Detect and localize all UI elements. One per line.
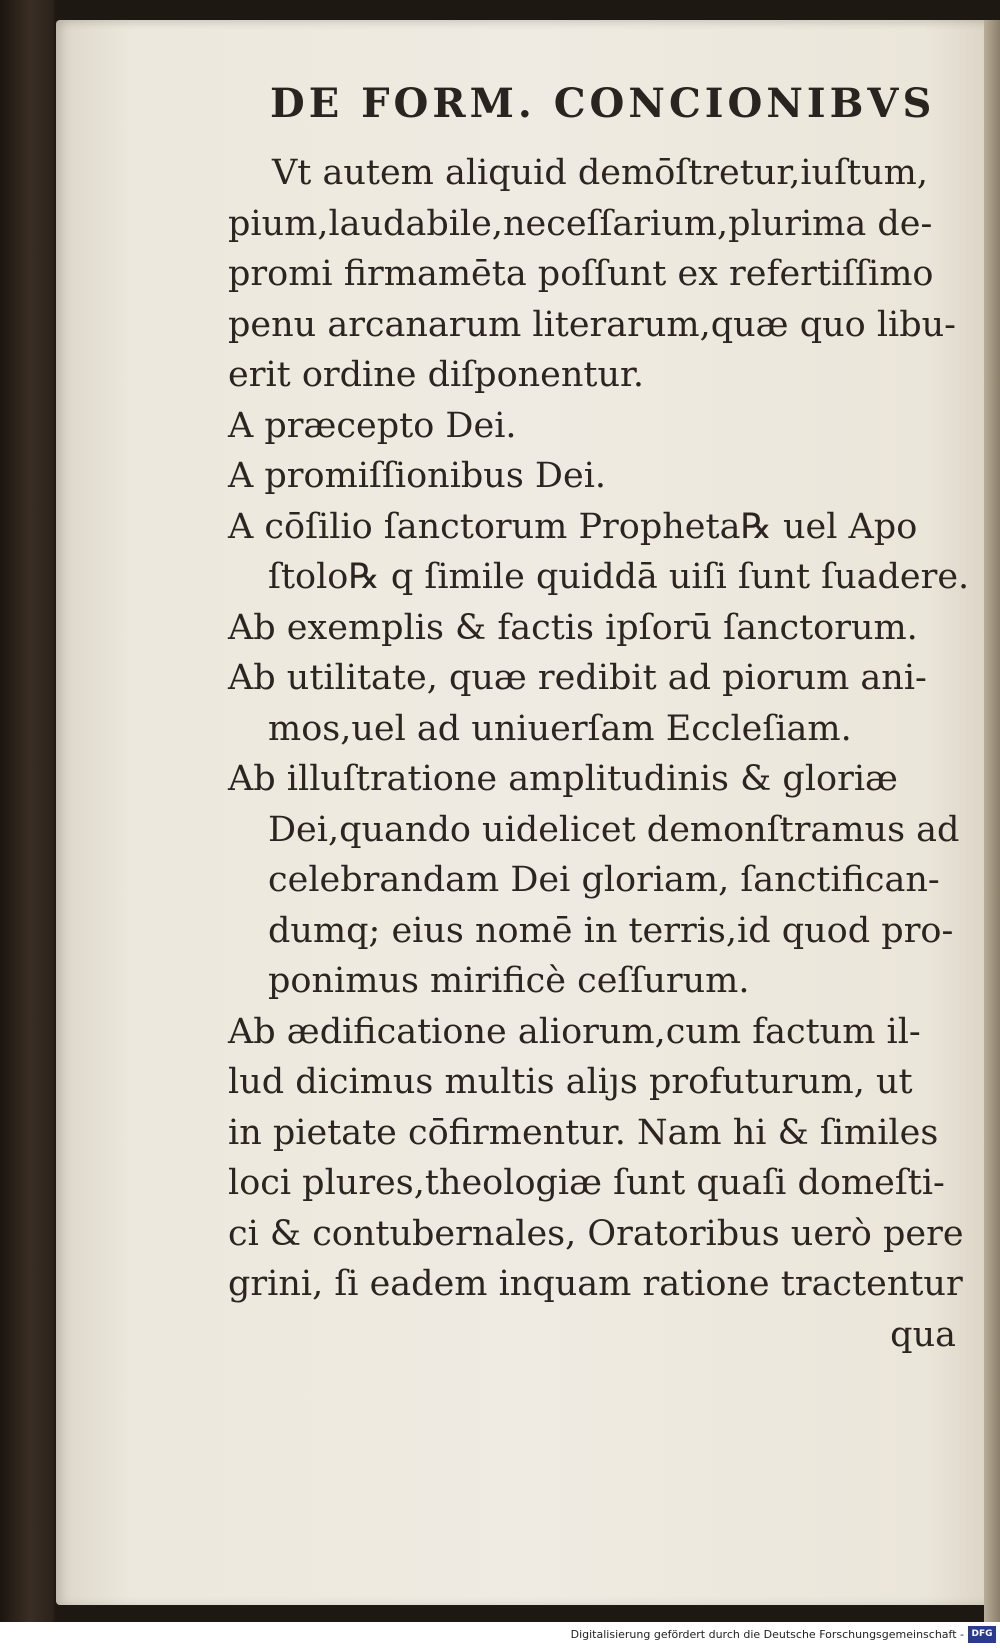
text-line: Dei,quando uidelicet demonſtramus ad <box>268 809 960 850</box>
text-line: Ab ædificatione aliorum,cum factum il- <box>228 1011 921 1052</box>
text-line: Vt autem aliquid demōſtretur,iuſtum, <box>272 153 928 193</box>
text-line: A promiſſionibus Dei. <box>228 456 607 496</box>
text-line: in pietate cōfirmentur. Nam hi & ſimiles <box>228 1112 939 1153</box>
text-line: penu arcanarum literarum,quæ quo libu- <box>228 304 957 345</box>
running-head: DE FORM. CONCIONIBVS <box>270 80 936 127</box>
dfg-logo: DFG <box>968 1626 996 1643</box>
text-line: loci plures,theologiæ ſunt quaſi domeſti- <box>228 1163 945 1203</box>
text-line: Ab utilitate, quæ redibit ad piorum ani- <box>228 658 927 698</box>
text-line: promi firmamēta poſſunt ex refertiſſimo <box>228 254 934 294</box>
text-line: mos,uel ad uniuerſam Eccleſiam. <box>268 708 852 749</box>
text-line: pium,laudabile,neceſſarium,plurima de- <box>228 203 933 244</box>
text-line: Ab illuſtratione amplitudinis & gloriæ <box>228 759 898 799</box>
text-line: A præcepto Dei. <box>228 405 517 446</box>
text-line: ponimus mirificè ceſſurum. <box>268 961 750 1001</box>
page-edge <box>984 20 1000 1640</box>
text-line: Ab exemplis & factis ipſorū ſanctorum. <box>228 607 918 648</box>
text-line: erit ordine diſponentur. <box>228 355 645 395</box>
catchword: qua <box>890 1314 956 1355</box>
text-line: celebrandam Dei gloriam, ſanctifican- <box>268 860 940 900</box>
text-line: A cōſilio ſanctorum Propheta℞ uel Apo <box>228 506 918 547</box>
text-line: lud dicimus multis aliȷs profuturum, ut <box>228 1062 913 1102</box>
body-text <box>228 148 970 1360</box>
text-line: ci & contubernales, Oratoribus uerò pere <box>228 1213 964 1254</box>
text-line: dumq; eius nomē in terris,id quod pro- <box>268 910 954 951</box>
text-line: grini, ſi eadem inquam ratione tractentur <box>228 1264 963 1304</box>
text-line: ſtolo℞ q ſimile quiddā uiſi ſunt ſuadere. <box>268 557 970 597</box>
funding-credit: Digitalisierung gefördert durch die Deutsche Forschungsgemeinschaft - <box>570 1628 964 1641</box>
